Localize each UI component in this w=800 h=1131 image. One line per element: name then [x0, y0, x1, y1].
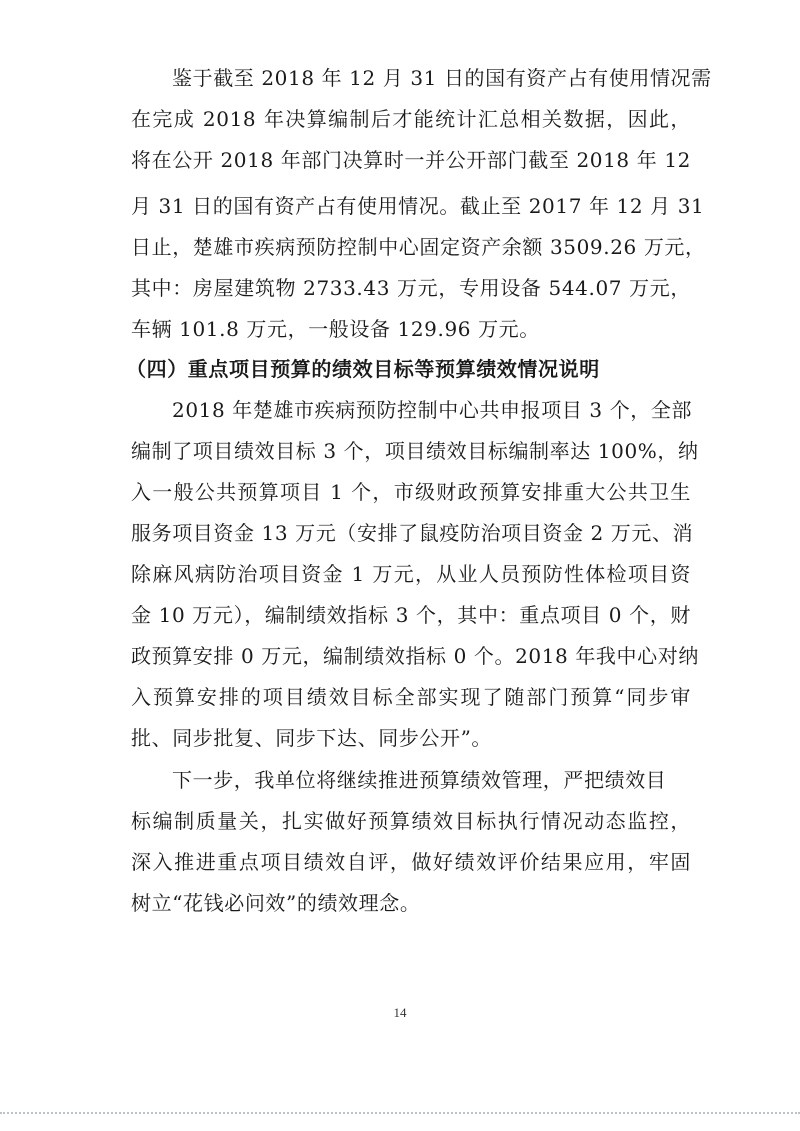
- section-heading: （四）重点项目预算的绩效目标等预算绩效情况说明: [126, 357, 600, 381]
- paragraph-2-line-5: 除麻风病防治项目资金 1 万元，从业人员预防性体检项目资: [131, 562, 691, 586]
- paragraph-2-line-8: 入预算安排的项目绩效目标全部实现了随部门预算“同步审: [131, 685, 691, 709]
- paragraph-3-line-1: 下一步，我单位将继续推进预算绩效管理，严把绩效目: [172, 768, 667, 792]
- paragraph-2-line-4: 服务项目资金 13 万元（安排了鼠疫防治项目资金 2 万元、消: [131, 521, 694, 545]
- paragraph-3-line-2: 标编制质量关，扎实做好预算绩效目标执行情况动态监控，: [131, 809, 691, 833]
- paragraph-1-line-5: 日止，楚雄市疾病预防控制中心固定资产余额 3509.26 万元，: [131, 235, 706, 259]
- paragraph-1-line-7: 车辆 101.8 万元，一般设备 129.96 万元。: [131, 317, 540, 341]
- paragraph-3-line-3: 深入推进重点项目绩效自评，做好绩效评价结果应用，牢固: [131, 850, 691, 874]
- paragraph-1-line-4: 月 31 日的国有资产占有使用情况。截止至 2017 年 12 月 31: [131, 194, 705, 218]
- paragraph-1-line-2: 在完成 2018 年决算编制后才能统计汇总相关数据，因此，: [131, 107, 691, 131]
- paragraph-3-line-4: 树立“花钱必问效”的绩效理念。: [131, 891, 421, 915]
- paragraph-2-line-6: 金 10 万元），编制绩效指标 3 个，其中：重点项目 0 个，财: [131, 603, 691, 627]
- paragraph-1-line-3: 将在公开 2018 年部门决算时一并公开部门截至 2018 年 12: [131, 148, 691, 172]
- paragraph-1-line-6: 其中：房屋建筑物 2733.43 万元，专用设备 544.07 万元，: [131, 276, 691, 300]
- page-number: 14: [393, 1005, 407, 1020]
- paragraph-2-line-2: 编制了项目绩效目标 3 个，项目绩效目标编制率达 100%，纳: [131, 439, 699, 463]
- paragraph-2-line-7: 政预算安排 0 万元，编制绩效指标 0 个。2018 年我中心对纳: [131, 644, 699, 668]
- paragraph-2-line-3: 入一般公共预算项目 1 个，市级财政预算安排重大公共卫生: [131, 480, 691, 504]
- paragraph-1-line-1: 鉴于截至 2018 年 12 月 31 日的国有资产占有使用情况需: [172, 66, 712, 90]
- paragraph-2-line-9: 批、同步批复、同步下达、同步公开”。: [131, 726, 493, 750]
- paragraph-2-line-1: 2018 年楚雄市疾病预防控制中心共申报项目 3 个，全部: [172, 398, 693, 422]
- bottom-border-line: [0, 1112, 800, 1114]
